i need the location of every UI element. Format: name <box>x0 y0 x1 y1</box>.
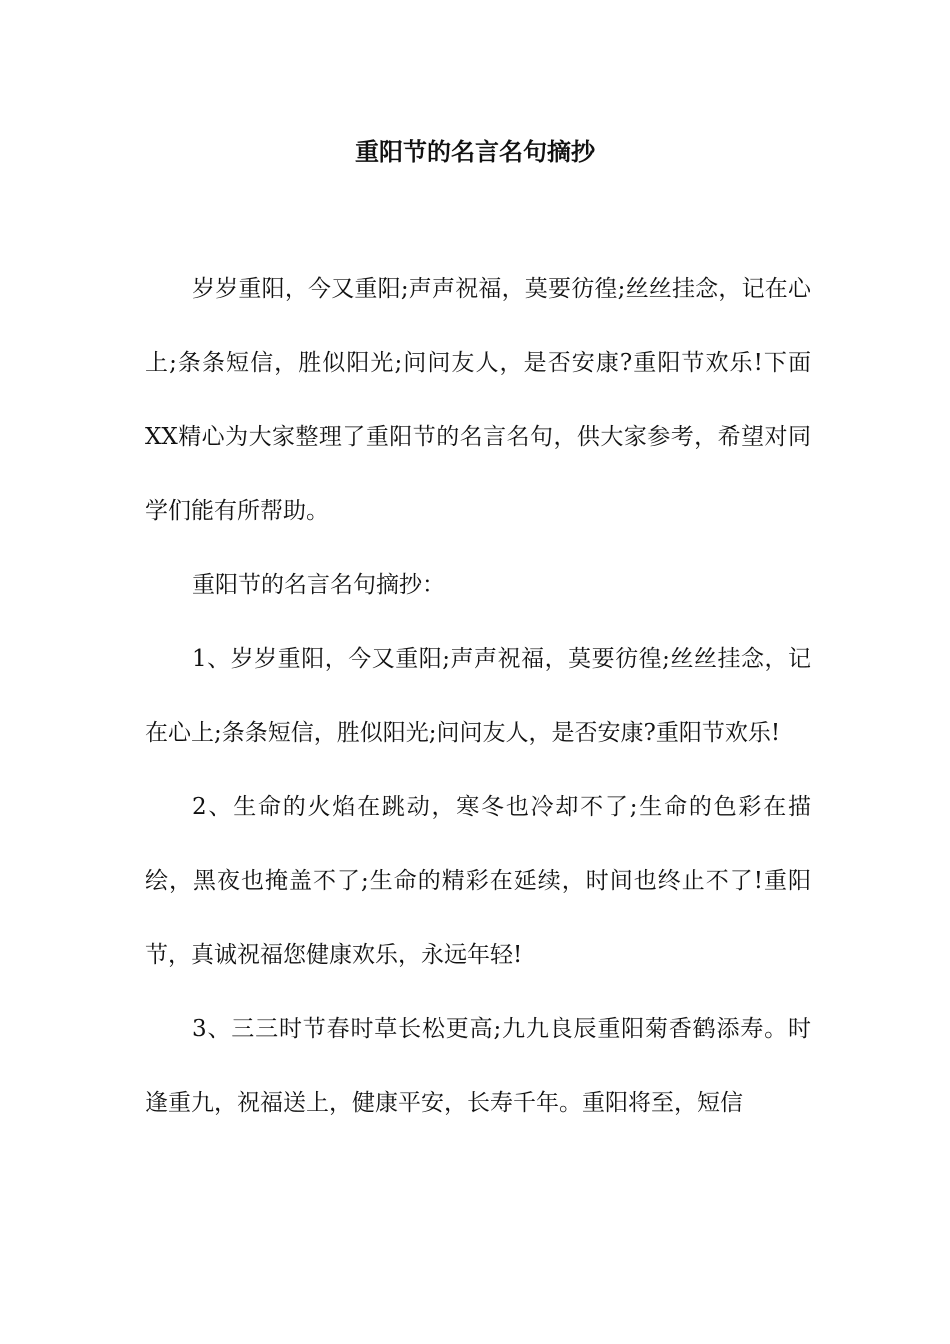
paragraph-intro: 岁岁重阳，今又重阳;声声祝福，莫要彷徨;丝丝挂念，记在心上;条条短信，胜似阳光;问问友人，是否安康?重阳节欢乐!下面XX精心为大家整理了重阳节的名言名句，供大家参考，希望对同学们能有所帮助。 <box>145 276 811 524</box>
paragraph-item-2: 2、生命的火焰在跳动，寒冬也冷却不了;生命的色彩在描绘，黑夜也掩盖不了;生命的精彩在延续，时间也终止不了!重阳节，真诚祝福您健康欢乐，永远年轻! <box>145 794 811 968</box>
paragraph-item-3: 3、三三时节春时草长松更高;九九良辰重阳菊香鹤添寿。时逢重九，祝福送上，健康平安，长寿千年。重阳将至，短信 <box>145 1016 811 1116</box>
document-body <box>145 252 811 1140</box>
paragraph-item-1: 1、岁岁重阳，今又重阳;声声祝福，莫要彷徨;丝丝挂念，记在心上;条条短信，胜似阳光;问问友人，是否安康?重阳节欢乐! <box>145 646 811 746</box>
paragraph-heading: 重阳节的名言名句摘抄： <box>192 572 445 598</box>
document-title: 重阳节的名言名句摘抄 <box>355 137 595 166</box>
